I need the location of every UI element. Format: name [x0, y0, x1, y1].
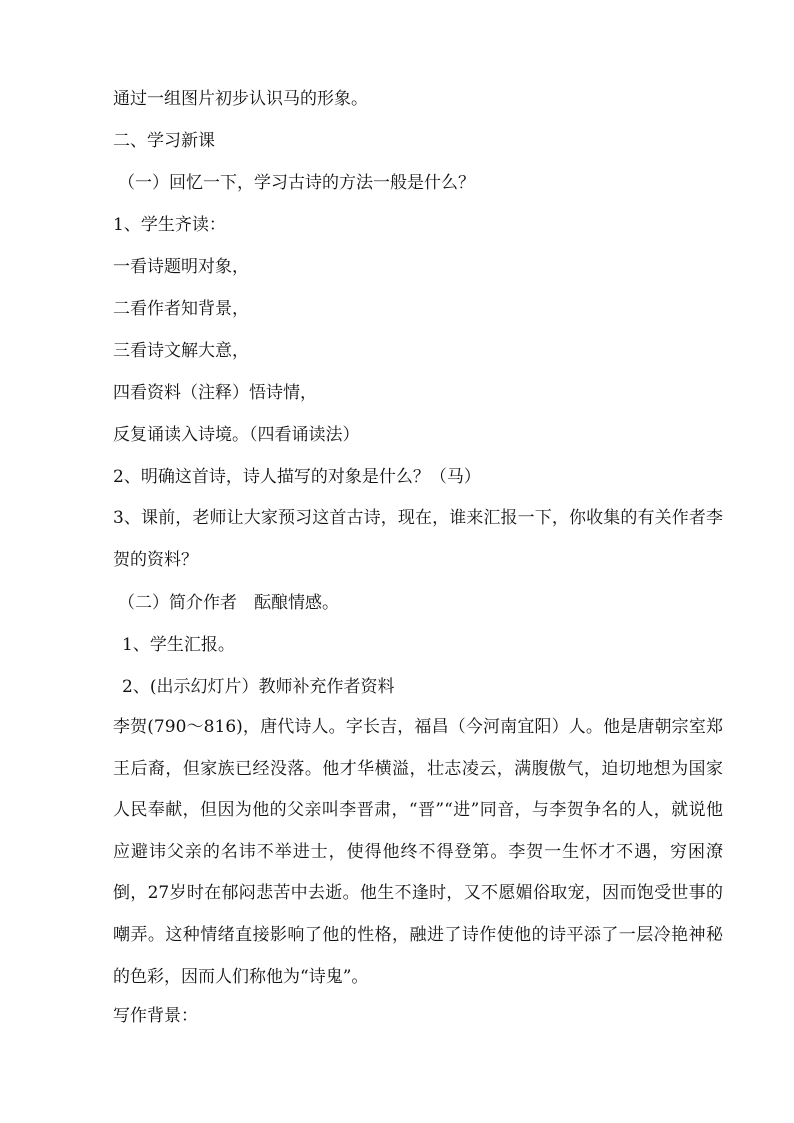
section-heading-learn: 二、学习新课 [113, 131, 215, 151]
method-line-5: 反复诵读入诗境。（四看诵读法） [113, 425, 360, 445]
method-line-2: 二看作者知背景， [113, 299, 249, 319]
writing-background-label: 写作背景： [113, 1006, 198, 1026]
item-object: 2、明确这首诗，诗人描写的对象是什么？（马） [113, 467, 481, 487]
question-recall: （一）回忆一下，学习古诗的方法一般是什么？ [118, 173, 475, 193]
item-read-together: 1、学生齐读： [113, 215, 226, 235]
item-preview-paragraph: 3、课前，老师让大家预习这首古诗，现在，谁来汇报一下，你收集的有关作者李贺的资料？ [113, 508, 723, 570]
method-line-1: 一看诗题明对象， [113, 257, 249, 277]
author-biography: 李贺(790～816)，唐代诗人。字长吉，福昌（今河南宜阳）人。他是唐朝宗室郑王后裔，但家族已经没落。他才华横溢，壮志凌云，满腹傲气，迫切地想为国家人民奉献，但因为他的父亲叫李晋肃，“晋”“进”同音，与李贺争名的人，就说他应避讳父亲的名讳不举进士，使得他终不得登第。李贺一生怀才不遇，穷困潦倒，27岁时在郁闷悲苦中去逝。他生不逢时，又不愿媚俗取宠，因而饱受世事的嘲弄。这种情绪直接影响了他的性格，融进了诗作使他的诗平添了一层冷艳神秘的色彩，因而人们称他为“诗鬼”。 [113, 717, 723, 987]
item-student-report: 1、学生汇报。 [122, 635, 235, 655]
method-line-3: 三看诗文解大意， [113, 341, 249, 361]
method-line-4: 四看资料（注释）悟诗情， [113, 383, 317, 403]
section-author-intro: （二）简介作者 酝酿情感。 [118, 593, 339, 613]
intro-line: 通过一组图片初步认识马的形象。 [113, 89, 368, 109]
item-teacher-supplement: 2、(出示幻灯片）教师补充作者资料 [122, 677, 395, 697]
